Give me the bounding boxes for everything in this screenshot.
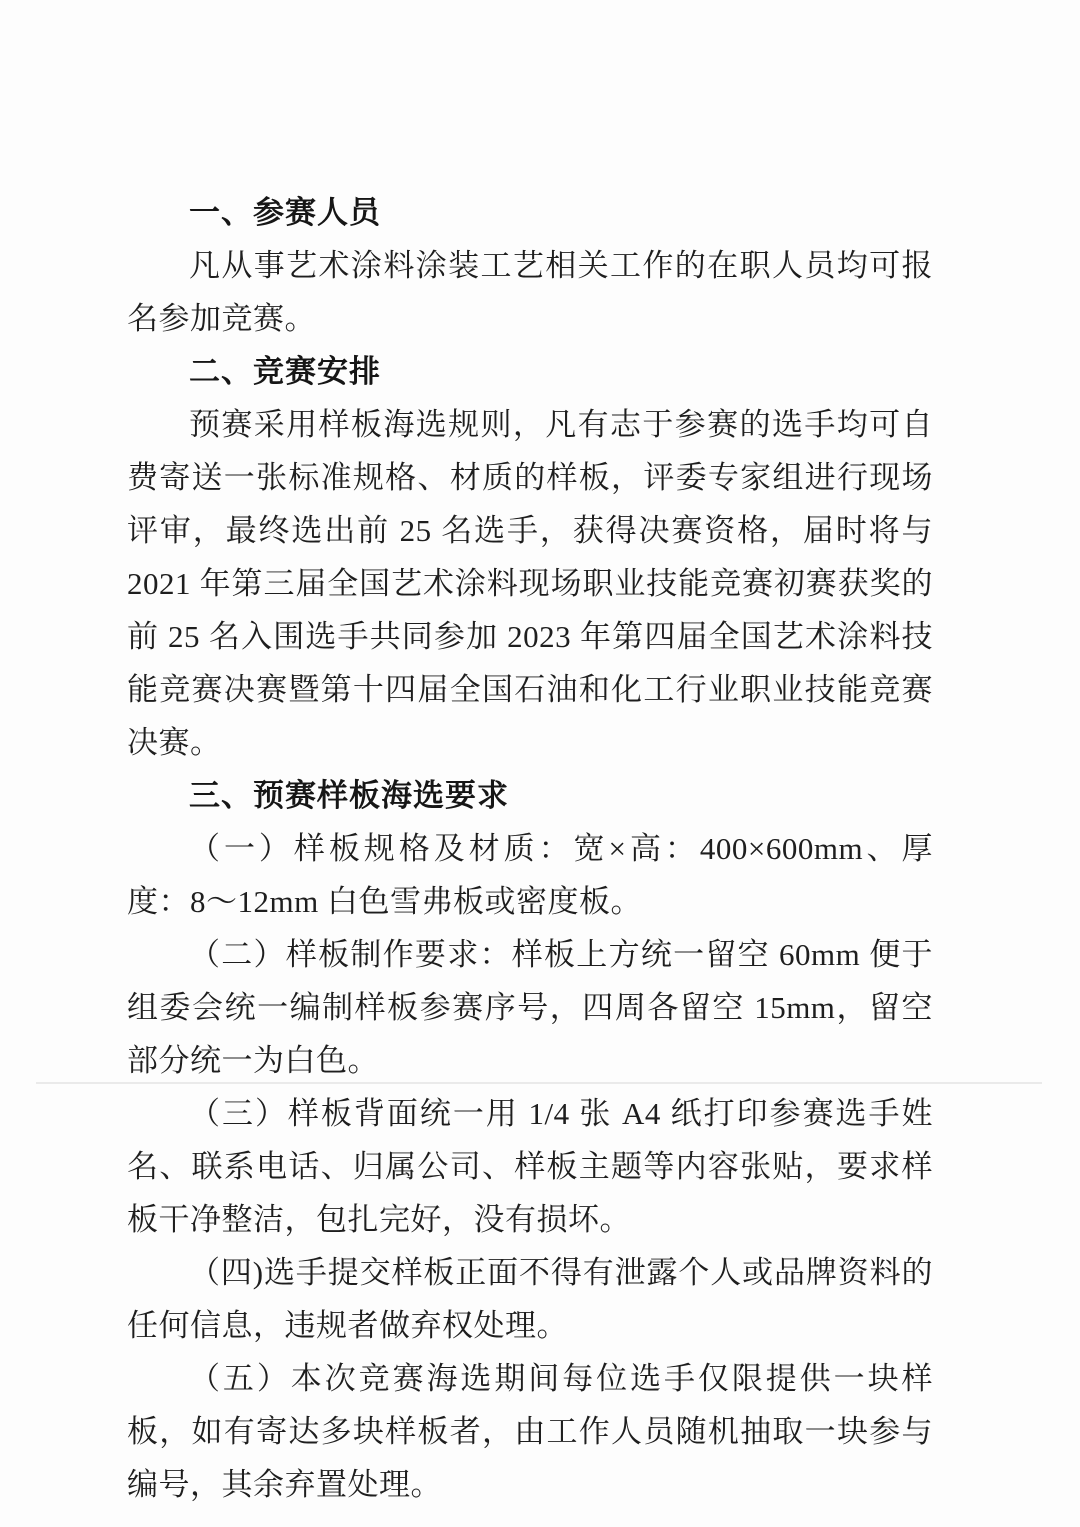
section-2-paragraph-1: 预赛采用样板海选规则，凡有志于参赛的选手均可自费寄送一张标准规格、材质的样板，评委专家组进行现场评审，最终选出前 25 名选手，获得决赛资格，届时将与 2021 年第三届全国艺术涂料现场职业技能竞赛初赛获奖的前 25 名入围选手共同参加 2023 年第四届全国艺术涂料技能竞赛决赛暨第十四届全国石油和化工行业职业技能竞赛决赛。: [127, 407, 933, 760]
section-1-paragraph-1: 凡从事艺术涂料涂装工艺相关工作的在职人员均可报名参加竞赛。: [127, 248, 933, 336]
section-heading-arrangement: 二、竞赛安排: [189, 354, 381, 389]
section-3-paragraph-1: （一）样板规格及材质：宽×高：400×600mm、厚度：8～12mm 白色雪弗板或密度板。: [127, 831, 933, 919]
document-body: [127, 186, 933, 1511]
section-heading-sample-requirements: 三、预赛样板海选要求: [189, 778, 509, 813]
section-3-paragraph-4: （四)选手提交样板正面不得有泄露个人或品牌资料的任何信息，违规者做弃权处理。: [127, 1255, 933, 1343]
section-3-paragraph-2: （二）样板制作要求：样板上方统一留空 60mm 便于组委会统一编制样板参赛序号，四周各留空 15mm，留空部分统一为白色。: [127, 937, 933, 1078]
section-3-paragraph-5: （五）本次竞赛海选期间每位选手仅限提供一块样板，如有寄达多块样板者，由工作人员随机抽取一块参与编号，其余弃置处理。: [127, 1361, 933, 1502]
section-heading-participants: 一、参赛人员: [189, 195, 381, 230]
section-3-paragraph-3: （三）样板背面统一用 1/4 张 A4 纸打印参赛选手姓名、联系电话、归属公司、样板主题等内容张贴，要求样板干净整洁，包扎完好，没有损坏。: [127, 1096, 933, 1237]
scan-artifact-line: [36, 1082, 1042, 1084]
